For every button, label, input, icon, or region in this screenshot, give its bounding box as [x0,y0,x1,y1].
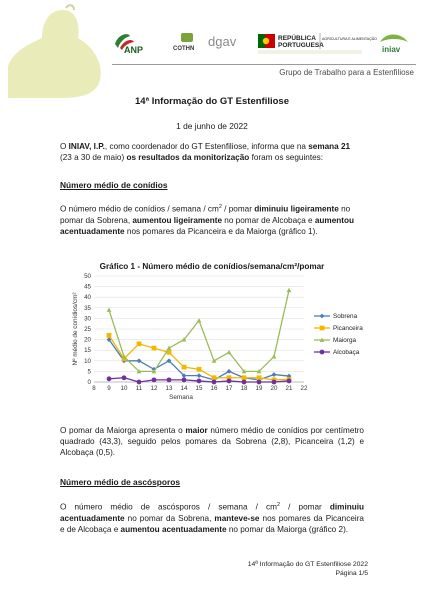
section-conidios-heading: Número médio de conídios [60,180,168,190]
intro-text-a: O [60,142,69,151]
s2-text-a: O número médio de ascósporos / semana / cm [60,502,277,512]
x-tick-label: 15 [195,385,203,392]
footer-page-number: Página 1/5 [335,570,368,577]
anp-leaf-icon [112,30,146,56]
s2-bold1: diminuiu acentuadamente [60,502,364,523]
footer-doc-name: 14ª Informação do GT Estenfiliose 2022 [247,561,368,568]
cothn-logo-text: COTHN [173,46,195,52]
legend-label: Alcobaça [333,349,360,357]
y-tick-label: 10 [84,357,91,365]
data-point [242,375,247,380]
section-ascosporos-paragraph [60,500,364,535]
data-point [197,379,202,384]
intro-paragraph [60,141,364,163]
x-tick-label: 17 [225,385,233,392]
s1-text-a: O número médio de conídios / semana / cm [60,204,219,214]
data-point [257,375,262,380]
data-point [152,346,157,351]
x-tick-label: 12 [150,385,158,392]
cothn-logo [172,30,202,58]
document-header [0,0,424,90]
y-tick-label: 20 [84,336,91,344]
y-tick-label: 25 [84,326,91,333]
intro-iniav: INIAV, I.P. [68,142,105,151]
x-tick-label: 21 [285,385,293,392]
s1p2-text-b: número médio de conídios por centímetro quadrado (43,3), seguido pelos pomares da Sobrena (2,8), Picanceira (1,2) e Alcobaça (0,5). [60,426,364,457]
s1-text-d: no pomar de Alcobaça e [222,215,315,225]
s1-text-b: / pomar [221,204,255,214]
legend-marker [320,314,325,319]
data-point [272,354,277,358]
data-point [197,367,202,372]
republica-line1: REPÚBLICA [278,35,316,42]
s2-sup: 2 [276,502,281,508]
legend-marker [320,350,325,355]
s1-bold3: aumentou acentuadamente [60,215,354,236]
data-point [272,372,277,377]
data-point [137,341,142,346]
s1-sup: 2 [218,204,222,210]
legend-label: Maiorga [333,337,357,345]
series-line-picanceira [109,335,289,380]
data-point [122,375,127,380]
data-point [107,333,112,338]
y-axis-label: Nº médio de conídios/cm² [72,292,79,366]
intro-text-c: (23 a 30 de maio) [60,153,127,162]
series-line-maiorga [109,290,289,371]
document-date: 1 de junho de 2022 [176,121,248,131]
data-point [182,377,187,382]
s2-text-b: / pomar [280,502,330,512]
legend-label: Picanceira [333,325,363,333]
anp-logo-text: ANP [124,45,144,55]
intro-week: semana 21 [308,142,351,151]
data-point [227,350,232,354]
cothn-emblem-icon [172,30,202,54]
y-tick-label: 5 [87,368,91,376]
data-point [107,308,112,312]
s1-bold1: diminuiu ligeiramente [254,204,339,214]
legend-label: Sobrena [333,313,358,321]
dgav-logo-text: dgav [208,34,237,49]
intro-results: os resultados da monitorização [126,153,250,162]
data-point [197,318,202,322]
y-tick-label: 35 [84,304,91,312]
header-divider [112,64,416,65]
y-tick-label: 30 [84,315,91,323]
section-ascosporos-heading: Número médio de ascósporos [60,477,181,487]
republica-portuguesa-logo [258,30,377,58]
s1-text-c: no pomar da Sobrena, [60,204,351,225]
dgav-logo [208,30,242,58]
x-tick-label: 10 [120,385,128,392]
x-tick-label: 20 [270,385,278,392]
pear-logo-icon [8,6,108,98]
data-point [287,288,292,292]
data-point [182,365,187,370]
s1p2-text-a: O pomar da Maiorga apresenta o [60,426,186,435]
data-point [227,379,232,384]
document-title: 14ª Informação do GT Estenfiliose [135,96,289,107]
x-tick-label: 19 [255,385,263,392]
legend-marker [320,326,325,331]
x-tick-label: 16 [210,385,218,392]
agricultura-text: AGRICULTURA E ALIMENTAÇÃO [322,37,377,41]
s1p2-bold: maior [185,426,208,435]
data-point [167,377,172,382]
data-point [107,376,112,381]
header-subtitle: Grupo de Trabalho para a Estenfiliose [279,68,414,77]
s1-text-e: nos pomares da Picanceira e da Maiorga (gráfico 1). [124,226,318,236]
conidios-line-chart [60,272,370,402]
maiorga-paragraph [60,425,364,458]
x-tick-label: 9 [107,385,111,392]
intro-text-d: foram os seguintes: [249,153,324,162]
data-point [152,377,157,382]
data-point [197,373,202,378]
data-point [242,380,247,385]
data-point [257,380,262,385]
s2-text-d: nos pomares da Picanceira e de Alcobaça e [60,513,364,534]
x-tick-label: 14 [180,385,188,392]
x-axis-label: Semana [169,394,193,401]
data-point [272,380,277,385]
x-tick-label: 22 [300,385,308,392]
y-tick-label: 40 [84,294,91,302]
s2-text-e: no pomar da Maiorga (gráfico 2). [226,524,349,534]
data-point [287,379,292,384]
x-tick-label: 8 [92,385,96,392]
chart-title: Gráfico 1 - Número médio de conídios/semana/cm²/pomar [99,262,325,271]
y-tick-label: 50 [84,273,91,280]
s2-bold2: manteve-se [214,513,260,523]
s2-text-c: no pomar da Sobrena, [124,513,215,523]
partner-logos [112,30,418,58]
section-conidios-paragraph [60,202,364,237]
s2-bold3: aumentou acentuadamente [120,524,227,534]
x-tick-label: 11 [135,385,143,392]
y-tick-label: 15 [84,347,91,355]
x-tick-label: 18 [240,385,248,392]
y-tick-label: 0 [87,379,91,386]
anp-logo [112,30,146,58]
data-point [212,375,217,380]
x-tick-label: 13 [165,385,173,392]
s1-bold2: aumentou ligeiramente [132,215,223,225]
y-tick-label: 45 [84,283,91,291]
iniav-logo-text: iniav [382,45,401,54]
intro-text-b: , como coordenador do GT Estenfiliose, informa que na [104,142,309,151]
data-point [137,380,142,385]
data-point [212,380,217,385]
republica-line2: PORTUGUESA [278,42,324,49]
iniav-logo [372,30,416,58]
